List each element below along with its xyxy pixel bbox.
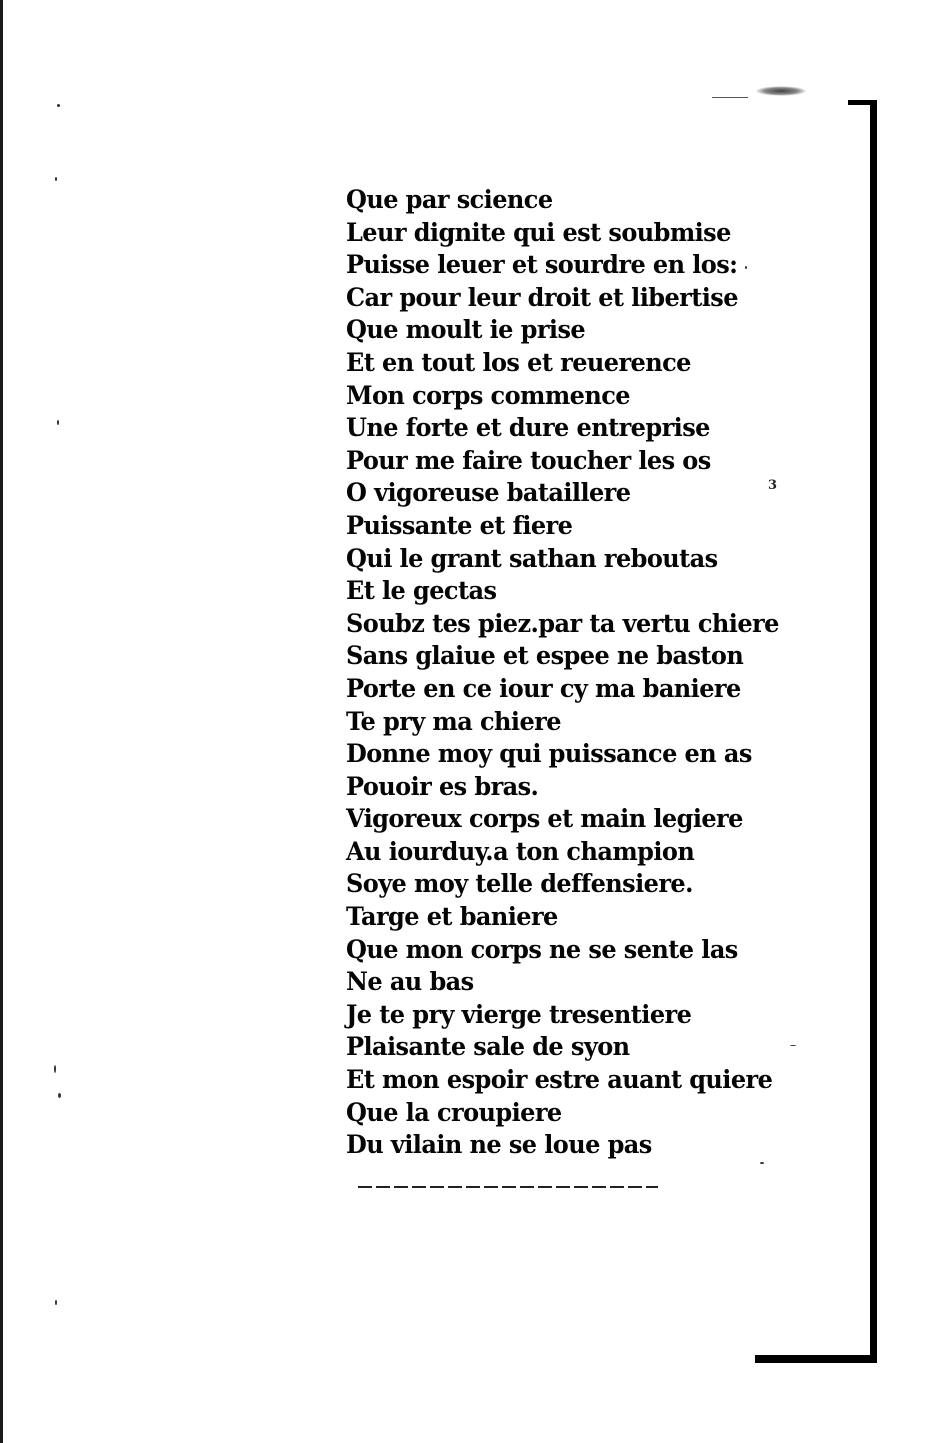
- poem-line: Sans glaiue et espee ne baston: [346, 641, 744, 671]
- ink-speck: [55, 1300, 57, 1305]
- ink-speck: [57, 420, 59, 425]
- poem-line: Mon corps commence: [346, 380, 630, 410]
- poem-line: Qui le grant sathan reboutas: [346, 543, 718, 573]
- poem-line: Que la croupiere: [346, 1097, 562, 1127]
- poem-line: Soye moy telle deffensiere.: [346, 869, 693, 899]
- poem-line: Plaisante sale de syon: [346, 1032, 630, 1062]
- poem-line: Que moult ie prise: [346, 315, 586, 345]
- poem-line: Puisse leuer et sourdre en los:: [346, 250, 738, 280]
- poem-line: Et mon espoir estre auant quiere: [346, 1065, 773, 1095]
- ink-dash: [712, 97, 748, 98]
- poem-line: Porte en ce iour cy ma baniere: [346, 673, 741, 703]
- poem-line: Te pry ma chiere: [346, 706, 561, 736]
- ink-smudge: [755, 86, 807, 96]
- poem-line: Que mon corps ne se sente las: [346, 934, 738, 964]
- ink-speck: [57, 104, 60, 107]
- poem-line: Vigoreux corps et main legiere: [346, 804, 743, 834]
- poem-line: O vigoreuse bataillere: [346, 478, 631, 508]
- ink-speck: [760, 1162, 764, 1164]
- poem-line: Une forte et dure entreprise: [346, 413, 710, 443]
- poem-line: Puissante et fiere: [346, 510, 573, 540]
- poem-line: Pouoir es bras.: [346, 771, 539, 801]
- poem-line: Du vilain ne se loue pas: [346, 1130, 652, 1160]
- poem-line: Car pour leur droit et libertise: [346, 282, 738, 312]
- poem-line: Et le gectas: [346, 576, 497, 606]
- poem-line: Au iourduy.a ton champion: [346, 836, 695, 866]
- ink-speck: [55, 177, 57, 181]
- poem-line: Et en tout los et reuerence: [346, 347, 691, 377]
- page-left-edge: [0, 0, 3, 1443]
- poem-line: Ne au bas: [346, 967, 474, 997]
- page-border-bottom: [755, 1355, 877, 1363]
- ink-speck: [58, 1093, 61, 1098]
- ink-speck: [54, 1065, 56, 1073]
- poem-line: Que par science: [346, 185, 553, 214]
- poem-line: Pour me faire toucher les os: [346, 445, 711, 475]
- page-border-top: [848, 100, 876, 105]
- ink-speck: [790, 1045, 796, 1046]
- poem-line: Soubz tes piez.par ta vertu chiere: [346, 608, 779, 638]
- poem-text: [346, 184, 779, 1162]
- poem-line: Je te pry vierge tresentiere: [346, 999, 692, 1029]
- page-border-rule: [870, 100, 877, 1357]
- poem-line: Donne moy qui puissance en as: [346, 739, 752, 769]
- poem-line: Leur dignite qui est soubmise: [346, 217, 731, 247]
- ink-underline: [358, 1186, 658, 1188]
- margin-mark: 3: [768, 478, 778, 493]
- poem-line: Targe et baniere: [346, 902, 558, 932]
